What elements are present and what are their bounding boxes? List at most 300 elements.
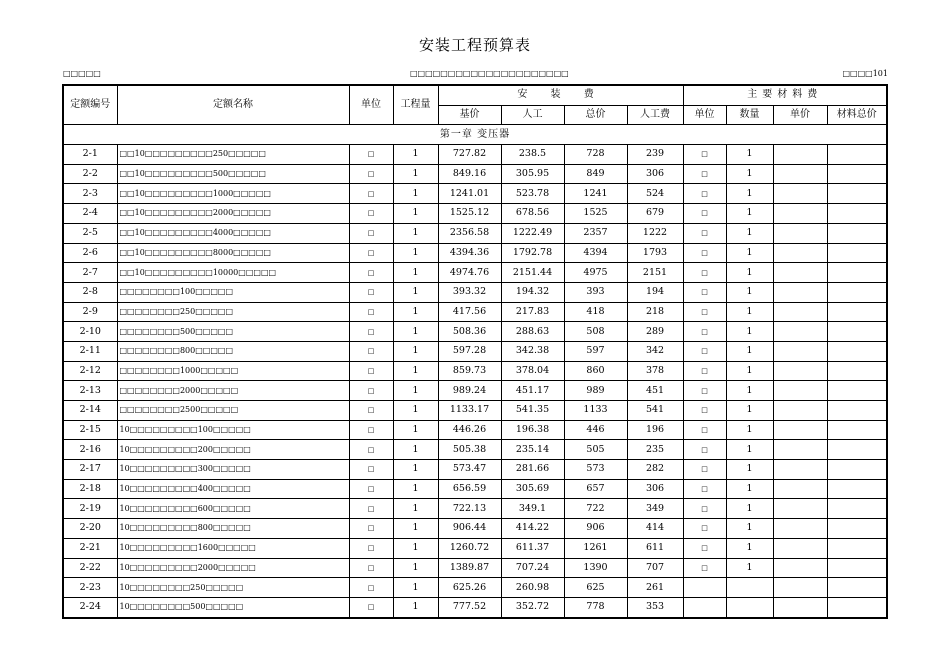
row-quantity: 1 bbox=[393, 263, 438, 283]
row-unit: □ bbox=[349, 381, 393, 401]
row-mat-price bbox=[773, 578, 827, 598]
row-quantity: 1 bbox=[393, 302, 438, 322]
header-install-group: 安 装 费 bbox=[438, 85, 683, 105]
table-row bbox=[63, 440, 887, 460]
row-labor: 707.24 bbox=[501, 558, 564, 578]
row-mat-unit: □ bbox=[683, 479, 726, 499]
row-name: □□□□□□□□250□□□□□ bbox=[117, 302, 349, 322]
row-mat-total bbox=[827, 381, 887, 401]
row-mat-total bbox=[827, 361, 887, 381]
row-labor: 196.38 bbox=[501, 420, 564, 440]
row-mat-price bbox=[773, 263, 827, 283]
row-mat-total bbox=[827, 145, 887, 165]
meta-page-number: □□□□101 bbox=[842, 69, 888, 78]
row-mat-unit: □ bbox=[683, 420, 726, 440]
row-labor: 217.83 bbox=[501, 302, 564, 322]
row-mat-qty: 1 bbox=[726, 479, 773, 499]
row-mat-price bbox=[773, 223, 827, 243]
row-code: 2-24 bbox=[63, 597, 117, 617]
row-unit: □ bbox=[349, 578, 393, 598]
row-mat-total bbox=[827, 460, 887, 480]
row-quantity: 1 bbox=[393, 597, 438, 617]
row-mat-qty: 1 bbox=[726, 420, 773, 440]
row-mat-qty: 1 bbox=[726, 243, 773, 263]
row-mat-qty: 1 bbox=[726, 499, 773, 519]
row-labor-fee: 611 bbox=[627, 538, 683, 558]
row-labor-fee: 524 bbox=[627, 184, 683, 204]
row-labor-fee: 1793 bbox=[627, 243, 683, 263]
row-mat-qty: 1 bbox=[726, 460, 773, 480]
row-code: 2-9 bbox=[63, 302, 117, 322]
row-labor: 541.35 bbox=[501, 401, 564, 421]
row-labor: 342.38 bbox=[501, 341, 564, 361]
row-name: □□10□□□□□□□□□250□□□□□ bbox=[117, 145, 349, 165]
row-mat-total bbox=[827, 204, 887, 224]
row-mat-total bbox=[827, 578, 887, 598]
row-mat-price bbox=[773, 302, 827, 322]
row-mat-unit: □ bbox=[683, 322, 726, 342]
row-name: □□10□□□□□□□□□500□□□□□ bbox=[117, 164, 349, 184]
row-base-price: 849.16 bbox=[438, 164, 501, 184]
row-name: □□10□□□□□□□□□8000□□□□□ bbox=[117, 243, 349, 263]
row-unit: □ bbox=[349, 460, 393, 480]
table-row bbox=[63, 164, 887, 184]
row-base-price: 4394.36 bbox=[438, 243, 501, 263]
row-labor: 523.78 bbox=[501, 184, 564, 204]
row-mat-qty: 1 bbox=[726, 204, 773, 224]
row-labor-fee: 306 bbox=[627, 164, 683, 184]
row-unit: □ bbox=[349, 302, 393, 322]
row-quantity: 1 bbox=[393, 322, 438, 342]
row-name: □□□□□□□□1000□□□□□ bbox=[117, 361, 349, 381]
row-mat-price bbox=[773, 460, 827, 480]
row-quantity: 1 bbox=[393, 204, 438, 224]
row-mat-unit: □ bbox=[683, 302, 726, 322]
row-mat-price bbox=[773, 164, 827, 184]
row-quantity: 1 bbox=[393, 440, 438, 460]
row-code: 2-10 bbox=[63, 322, 117, 342]
row-mat-price bbox=[773, 440, 827, 460]
row-labor: 1222.49 bbox=[501, 223, 564, 243]
row-mat-qty: 1 bbox=[726, 361, 773, 381]
row-mat-total bbox=[827, 184, 887, 204]
row-name: 10□□□□□□□□□2000□□□□□ bbox=[117, 558, 349, 578]
row-total: 722 bbox=[564, 499, 627, 519]
row-total: 4394 bbox=[564, 243, 627, 263]
page-title: 安装工程预算表 bbox=[418, 36, 531, 54]
row-labor-fee: 282 bbox=[627, 460, 683, 480]
row-labor-fee: 261 bbox=[627, 578, 683, 598]
row-unit: □ bbox=[349, 597, 393, 617]
row-mat-price bbox=[773, 282, 827, 302]
row-name: 10□□□□□□□□500□□□□□ bbox=[117, 597, 349, 617]
row-code: 2-14 bbox=[63, 401, 117, 421]
row-code: 2-22 bbox=[63, 558, 117, 578]
row-quantity: 1 bbox=[393, 420, 438, 440]
row-total: 657 bbox=[564, 479, 627, 499]
table-row bbox=[63, 420, 887, 440]
row-labor-fee: 707 bbox=[627, 558, 683, 578]
row-unit: □ bbox=[349, 145, 393, 165]
row-mat-total bbox=[827, 420, 887, 440]
row-labor-fee: 541 bbox=[627, 401, 683, 421]
row-mat-qty: 1 bbox=[726, 538, 773, 558]
row-unit: □ bbox=[349, 558, 393, 578]
row-mat-price bbox=[773, 401, 827, 421]
row-mat-unit: □ bbox=[683, 499, 726, 519]
row-name: □□□□□□□□2500□□□□□ bbox=[117, 401, 349, 421]
row-mat-unit: □ bbox=[683, 558, 726, 578]
row-labor: 378.04 bbox=[501, 361, 564, 381]
row-total: 4975 bbox=[564, 263, 627, 283]
row-code: 2-20 bbox=[63, 519, 117, 539]
row-labor: 1792.78 bbox=[501, 243, 564, 263]
row-labor: 678.56 bbox=[501, 204, 564, 224]
row-mat-unit: □ bbox=[683, 401, 726, 421]
row-labor: 260.98 bbox=[501, 578, 564, 598]
row-mat-unit bbox=[683, 597, 726, 617]
row-total: 1261 bbox=[564, 538, 627, 558]
row-name: □□□□□□□□2000□□□□□ bbox=[117, 381, 349, 401]
row-name: □□10□□□□□□□□□4000□□□□□ bbox=[117, 223, 349, 243]
row-unit: □ bbox=[349, 341, 393, 361]
row-base-price: 508.36 bbox=[438, 322, 501, 342]
row-mat-unit: □ bbox=[683, 460, 726, 480]
row-base-price: 727.82 bbox=[438, 145, 501, 165]
row-base-price: 393.32 bbox=[438, 282, 501, 302]
table-row bbox=[63, 243, 887, 263]
row-labor: 194.32 bbox=[501, 282, 564, 302]
row-base-price: 859.73 bbox=[438, 361, 501, 381]
row-code: 2-2 bbox=[63, 164, 117, 184]
row-mat-unit: □ bbox=[683, 519, 726, 539]
row-quantity: 1 bbox=[393, 401, 438, 421]
row-code: 2-11 bbox=[63, 341, 117, 361]
row-mat-price bbox=[773, 243, 827, 263]
row-unit: □ bbox=[349, 164, 393, 184]
row-mat-qty: 1 bbox=[726, 145, 773, 165]
row-total: 1525 bbox=[564, 204, 627, 224]
row-code: 2-6 bbox=[63, 243, 117, 263]
row-mat-price bbox=[773, 499, 827, 519]
row-base-price: 1133.17 bbox=[438, 401, 501, 421]
row-base-price: 1241.01 bbox=[438, 184, 501, 204]
row-quantity: 1 bbox=[393, 479, 438, 499]
row-mat-qty: 1 bbox=[726, 440, 773, 460]
row-name: 10□□□□□□□□□800□□□□□ bbox=[117, 519, 349, 539]
row-code: 2-18 bbox=[63, 479, 117, 499]
row-total: 446 bbox=[564, 420, 627, 440]
row-labor-fee: 289 bbox=[627, 322, 683, 342]
row-unit: □ bbox=[349, 263, 393, 283]
row-labor: 349.1 bbox=[501, 499, 564, 519]
row-base-price: 656.59 bbox=[438, 479, 501, 499]
row-name: □□10□□□□□□□□□10000□□□□□ bbox=[117, 263, 349, 283]
row-unit: □ bbox=[349, 243, 393, 263]
row-unit: □ bbox=[349, 282, 393, 302]
row-total: 849 bbox=[564, 164, 627, 184]
row-base-price: 417.56 bbox=[438, 302, 501, 322]
meta-center-label: □□□□□□□□□□□□□□□□□□□□□ bbox=[410, 69, 569, 78]
row-name: □□10□□□□□□□□□1000□□□□□ bbox=[117, 184, 349, 204]
row-mat-price bbox=[773, 361, 827, 381]
row-name: □□10□□□□□□□□□2000□□□□□ bbox=[117, 204, 349, 224]
row-mat-unit: □ bbox=[683, 341, 726, 361]
row-unit: □ bbox=[349, 184, 393, 204]
row-mat-price bbox=[773, 519, 827, 539]
row-name: 10□□□□□□□□250□□□□□ bbox=[117, 578, 349, 598]
row-quantity: 1 bbox=[393, 538, 438, 558]
chapter-row bbox=[63, 125, 887, 145]
header-labor: 人工 bbox=[501, 105, 564, 125]
row-mat-unit: □ bbox=[683, 204, 726, 224]
row-code: 2-8 bbox=[63, 282, 117, 302]
row-mat-qty bbox=[726, 597, 773, 617]
row-labor-fee: 306 bbox=[627, 479, 683, 499]
table-row bbox=[63, 558, 887, 578]
table-row bbox=[63, 460, 887, 480]
table-body bbox=[63, 125, 887, 618]
row-quantity: 1 bbox=[393, 381, 438, 401]
row-labor: 414.22 bbox=[501, 519, 564, 539]
row-code: 2-21 bbox=[63, 538, 117, 558]
table-row bbox=[63, 361, 887, 381]
row-mat-price bbox=[773, 145, 827, 165]
row-mat-price bbox=[773, 597, 827, 617]
row-labor-fee: 235 bbox=[627, 440, 683, 460]
row-labor: 611.37 bbox=[501, 538, 564, 558]
row-total: 778 bbox=[564, 597, 627, 617]
row-total: 625 bbox=[564, 578, 627, 598]
row-mat-unit bbox=[683, 578, 726, 598]
row-quantity: 1 bbox=[393, 578, 438, 598]
row-base-price: 777.52 bbox=[438, 597, 501, 617]
row-total: 906 bbox=[564, 519, 627, 539]
row-labor: 352.72 bbox=[501, 597, 564, 617]
row-quantity: 1 bbox=[393, 460, 438, 480]
row-unit: □ bbox=[349, 322, 393, 342]
row-code: 2-13 bbox=[63, 381, 117, 401]
row-mat-total bbox=[827, 597, 887, 617]
header-name: 定额名称 bbox=[117, 85, 349, 125]
row-mat-price bbox=[773, 341, 827, 361]
row-code: 2-23 bbox=[63, 578, 117, 598]
row-labor: 451.17 bbox=[501, 381, 564, 401]
row-mat-unit: □ bbox=[683, 263, 726, 283]
row-base-price: 1389.87 bbox=[438, 558, 501, 578]
row-unit: □ bbox=[349, 204, 393, 224]
table-row bbox=[63, 499, 887, 519]
row-labor-fee: 239 bbox=[627, 145, 683, 165]
row-mat-qty: 1 bbox=[726, 322, 773, 342]
row-labor-fee: 414 bbox=[627, 519, 683, 539]
row-mat-unit: □ bbox=[683, 282, 726, 302]
header-code: 定额编号 bbox=[63, 85, 117, 125]
row-mat-qty: 1 bbox=[726, 401, 773, 421]
row-total: 1241 bbox=[564, 184, 627, 204]
row-name: 10□□□□□□□□□600□□□□□ bbox=[117, 499, 349, 519]
row-quantity: 1 bbox=[393, 519, 438, 539]
row-unit: □ bbox=[349, 519, 393, 539]
row-total: 393 bbox=[564, 282, 627, 302]
row-base-price: 4974.76 bbox=[438, 263, 501, 283]
row-labor: 305.69 bbox=[501, 479, 564, 499]
row-mat-price bbox=[773, 420, 827, 440]
row-mat-qty: 1 bbox=[726, 519, 773, 539]
header-labor-fee: 人工费 bbox=[627, 105, 683, 125]
row-mat-unit: □ bbox=[683, 184, 726, 204]
table-row bbox=[63, 578, 887, 598]
row-base-price: 446.26 bbox=[438, 420, 501, 440]
row-mat-total bbox=[827, 440, 887, 460]
row-labor: 281.66 bbox=[501, 460, 564, 480]
row-total: 728 bbox=[564, 145, 627, 165]
row-mat-total bbox=[827, 519, 887, 539]
table-row bbox=[63, 145, 887, 165]
row-name: 10□□□□□□□□□300□□□□□ bbox=[117, 460, 349, 480]
row-name: □□□□□□□□500□□□□□ bbox=[117, 322, 349, 342]
table-row bbox=[63, 381, 887, 401]
row-labor-fee: 679 bbox=[627, 204, 683, 224]
table-row bbox=[63, 322, 887, 342]
row-quantity: 1 bbox=[393, 499, 438, 519]
row-mat-unit: □ bbox=[683, 361, 726, 381]
row-name: 10□□□□□□□□□100□□□□□ bbox=[117, 420, 349, 440]
row-unit: □ bbox=[349, 420, 393, 440]
row-base-price: 2356.58 bbox=[438, 223, 501, 243]
row-labor-fee: 451 bbox=[627, 381, 683, 401]
row-quantity: 1 bbox=[393, 361, 438, 381]
row-labor: 288.63 bbox=[501, 322, 564, 342]
header-total: 总价 bbox=[564, 105, 627, 125]
row-mat-price bbox=[773, 204, 827, 224]
row-quantity: 1 bbox=[393, 164, 438, 184]
row-unit: □ bbox=[349, 401, 393, 421]
row-code: 2-4 bbox=[63, 204, 117, 224]
row-mat-qty: 1 bbox=[726, 164, 773, 184]
row-quantity: 1 bbox=[393, 282, 438, 302]
row-labor: 305.95 bbox=[501, 164, 564, 184]
row-code: 2-12 bbox=[63, 361, 117, 381]
row-mat-price bbox=[773, 558, 827, 578]
row-mat-total bbox=[827, 282, 887, 302]
row-quantity: 1 bbox=[393, 145, 438, 165]
row-code: 2-15 bbox=[63, 420, 117, 440]
row-labor-fee: 218 bbox=[627, 302, 683, 322]
row-name: 10□□□□□□□□□400□□□□□ bbox=[117, 479, 349, 499]
row-mat-qty: 1 bbox=[726, 341, 773, 361]
row-mat-total bbox=[827, 341, 887, 361]
row-code: 2-19 bbox=[63, 499, 117, 519]
row-base-price: 1525.12 bbox=[438, 204, 501, 224]
row-total: 989 bbox=[564, 381, 627, 401]
row-quantity: 1 bbox=[393, 341, 438, 361]
row-base-price: 722.13 bbox=[438, 499, 501, 519]
row-mat-total bbox=[827, 322, 887, 342]
row-unit: □ bbox=[349, 499, 393, 519]
row-mat-unit: □ bbox=[683, 145, 726, 165]
row-total: 2357 bbox=[564, 223, 627, 243]
row-base-price: 597.28 bbox=[438, 341, 501, 361]
row-name: 10□□□□□□□□□1600□□□□□ bbox=[117, 538, 349, 558]
row-mat-price bbox=[773, 479, 827, 499]
row-base-price: 505.38 bbox=[438, 440, 501, 460]
table-row bbox=[63, 401, 887, 421]
row-mat-total bbox=[827, 499, 887, 519]
row-total: 860 bbox=[564, 361, 627, 381]
chapter-title: 第一章 变压器 bbox=[63, 125, 887, 145]
row-name: 10□□□□□□□□□200□□□□□ bbox=[117, 440, 349, 460]
row-base-price: 989.24 bbox=[438, 381, 501, 401]
row-mat-price bbox=[773, 381, 827, 401]
header-mat-unit: 单位 bbox=[683, 105, 726, 125]
row-mat-qty: 1 bbox=[726, 302, 773, 322]
row-mat-total bbox=[827, 243, 887, 263]
row-mat-price bbox=[773, 538, 827, 558]
table-row bbox=[63, 204, 887, 224]
row-name: □□□□□□□□800□□□□□ bbox=[117, 341, 349, 361]
row-mat-qty: 1 bbox=[726, 223, 773, 243]
row-total: 597 bbox=[564, 341, 627, 361]
row-base-price: 1260.72 bbox=[438, 538, 501, 558]
row-code: 2-7 bbox=[63, 263, 117, 283]
header-mat-qty: 数量 bbox=[726, 105, 773, 125]
row-base-price: 573.47 bbox=[438, 460, 501, 480]
row-labor: 2151.44 bbox=[501, 263, 564, 283]
row-labor-fee: 1222 bbox=[627, 223, 683, 243]
row-labor-fee: 353 bbox=[627, 597, 683, 617]
row-mat-price bbox=[773, 322, 827, 342]
row-mat-unit: □ bbox=[683, 164, 726, 184]
budget-table bbox=[62, 84, 888, 619]
row-unit: □ bbox=[349, 538, 393, 558]
row-labor-fee: 349 bbox=[627, 499, 683, 519]
row-unit: □ bbox=[349, 440, 393, 460]
table-row bbox=[63, 184, 887, 204]
row-labor-fee: 378 bbox=[627, 361, 683, 381]
table-row bbox=[63, 479, 887, 499]
row-mat-qty: 1 bbox=[726, 381, 773, 401]
row-unit: □ bbox=[349, 223, 393, 243]
row-mat-qty bbox=[726, 578, 773, 598]
row-unit: □ bbox=[349, 479, 393, 499]
table-row bbox=[63, 538, 887, 558]
row-labor-fee: 342 bbox=[627, 341, 683, 361]
row-code: 2-3 bbox=[63, 184, 117, 204]
row-quantity: 1 bbox=[393, 558, 438, 578]
row-code: 2-17 bbox=[63, 460, 117, 480]
table-row bbox=[63, 223, 887, 243]
row-mat-total bbox=[827, 263, 887, 283]
row-total: 573 bbox=[564, 460, 627, 480]
row-code: 2-16 bbox=[63, 440, 117, 460]
header-unit: 单位 bbox=[349, 85, 393, 125]
row-total: 1390 bbox=[564, 558, 627, 578]
row-mat-total bbox=[827, 401, 887, 421]
header-mat-price: 单价 bbox=[773, 105, 827, 125]
table-row bbox=[63, 341, 887, 361]
table-row bbox=[63, 263, 887, 283]
row-base-price: 906.44 bbox=[438, 519, 501, 539]
table-row bbox=[63, 519, 887, 539]
row-name: □□□□□□□□100□□□□□ bbox=[117, 282, 349, 302]
header-quantity: 工程量 bbox=[393, 85, 438, 125]
row-mat-unit: □ bbox=[683, 381, 726, 401]
row-mat-total bbox=[827, 479, 887, 499]
row-total: 1133 bbox=[564, 401, 627, 421]
row-mat-qty: 1 bbox=[726, 282, 773, 302]
row-total: 505 bbox=[564, 440, 627, 460]
